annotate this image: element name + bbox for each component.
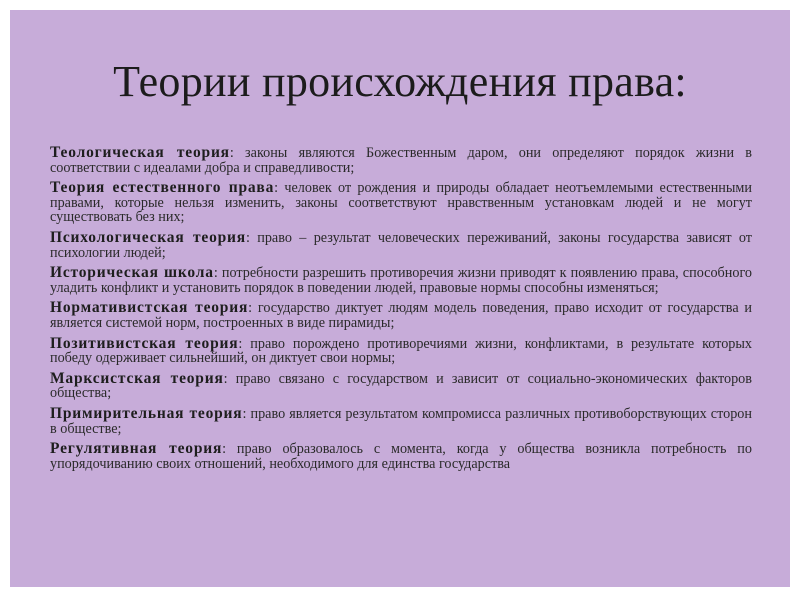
theory-term: Историческая школа <box>50 264 214 282</box>
theory-term: Нормативистская теория <box>50 299 249 317</box>
theory-term: Марксистская теория <box>50 369 224 387</box>
theory-description: : право является результатом компромисса различных противоборствующих сторон в обществе; <box>50 405 752 437</box>
theory-item <box>50 146 752 175</box>
theory-description: : право образовалось с момента, когда у общества возникла потребность по упорядочиванию своих отношений, необходимого для единства государства <box>50 441 752 472</box>
theory-description: : человек от рождения и природы обладает неотъемлемыми естественными правами, которые нельзя изменить, законы соответствуют нравственным установкам людей и не могут существовать без них; <box>50 180 752 226</box>
theory-term: Регулятивная теория <box>50 440 223 458</box>
theories-list <box>50 146 752 477</box>
theory-term: Позитивистская теория <box>50 334 239 352</box>
theory-item <box>50 266 752 295</box>
theory-item <box>50 301 752 330</box>
theory-description: : потребности разрешить противоречия жизни приводят к появлению права, способного уладить конфликт и установить порядок в поведении людей, правовые нормы способны изменяться; <box>50 265 752 296</box>
slide-title: Теории происхождения права: <box>113 57 687 106</box>
theory-description: : законы являются Божественным даром, они определяют порядок жизни в соответствии с идеалами добра и справедливости; <box>50 145 752 176</box>
theory-description: : право порождено противоречиями жизни, конфликтами, в результате которых победу одерживает сильнейший, он диктует свои нормы; <box>50 335 753 367</box>
theory-item <box>50 404 752 437</box>
theory-description: : право – результат человеческих переживаний, законы государства зависят от психологии людей; <box>50 229 752 261</box>
theory-item <box>50 369 752 402</box>
theory-description: : право связано с государством и зависит от социально-экономических факторов общества; <box>50 370 752 402</box>
theory-description: : государство диктует людям модель поведения, право исходит от государства и является системой норм, построенных в виде пирамиды; <box>50 300 752 331</box>
theory-term: Теория естественного права <box>50 179 275 197</box>
theory-term: Теологическая теория <box>50 144 230 161</box>
theory-item <box>50 181 752 225</box>
slide <box>10 10 790 587</box>
theory-item <box>50 334 753 367</box>
theory-item <box>50 442 752 471</box>
theory-term: Психологическая теория <box>50 228 246 246</box>
theory-term: Примирительная теория <box>50 404 243 422</box>
theory-item <box>50 228 752 261</box>
